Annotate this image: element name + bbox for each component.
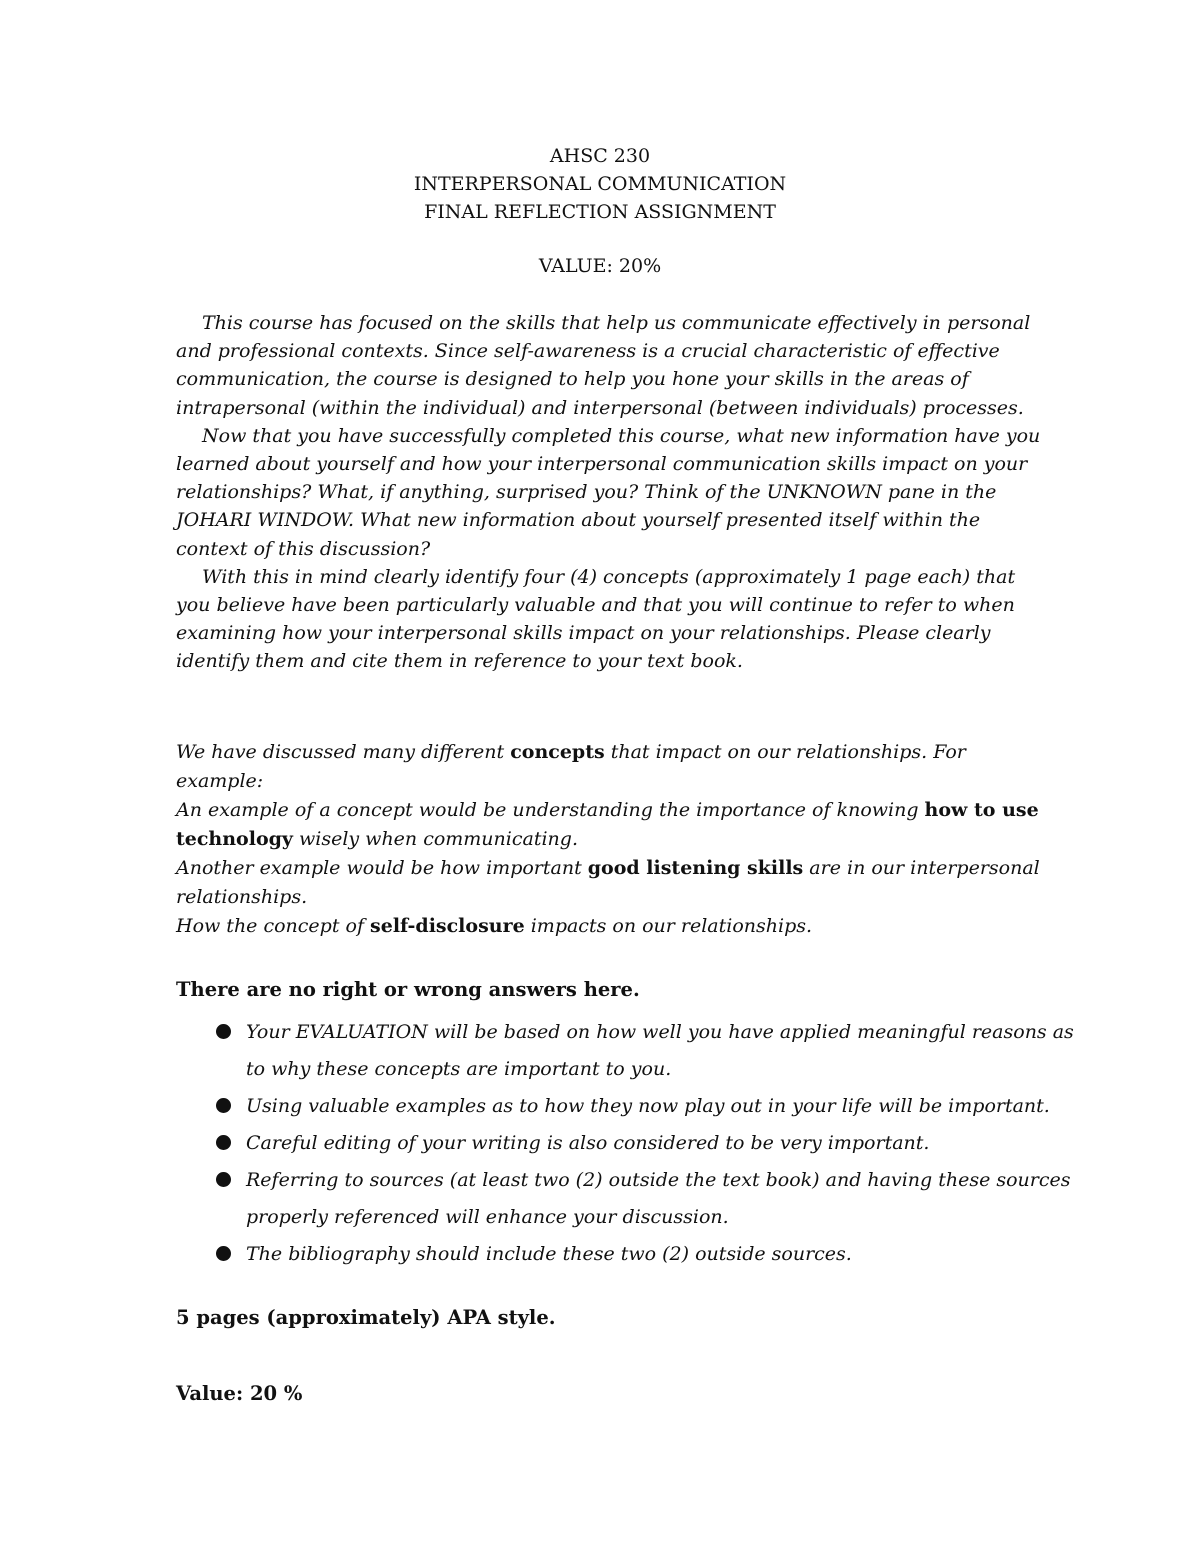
course-title: INTERPERSONAL COMMUNICATION xyxy=(413,173,787,195)
examples-line-4-post: impacts on our relationships. xyxy=(524,915,813,937)
examples-line-3-pre: Another example would be how important xyxy=(176,857,588,879)
examples-section xyxy=(176,738,1046,941)
list-item xyxy=(176,1088,1076,1125)
course-code: AHSC 230 xyxy=(549,145,651,167)
bullet-dot-icon xyxy=(216,1024,231,1039)
no-right-wrong-heading: There are no right or wrong answers here. xyxy=(176,978,640,1001)
intro-section xyxy=(176,309,1046,676)
intro-paragraph-2: Now that you have successfully completed this course, what new information have you learned about yourself and how your interpersonal communication skills impact on your relationships? What, if anything, surprised you? Think of the UNKNOWN pane in the JOHARI WINDOW. What new information about yourself presented itself within the context of this discussion? xyxy=(176,424,1041,560)
examples-line-4 xyxy=(176,912,1046,941)
bullet-dot-icon xyxy=(216,1135,231,1150)
examples-line-1-post: that impact on our relationships. For example: xyxy=(176,741,966,792)
evaluation-bullet-list xyxy=(176,1014,1076,1273)
list-item xyxy=(176,1236,1076,1273)
list-item xyxy=(176,1162,1076,1236)
bullet-dot-icon xyxy=(216,1098,231,1113)
bullet-dot-icon xyxy=(216,1246,231,1261)
examples-line-2-post: wisely when communicating. xyxy=(292,828,578,850)
value-heading: VALUE: 20% xyxy=(538,255,662,277)
examples-line-3-post: are in our interpersonal relationships. xyxy=(176,857,1040,908)
value-footer: Value: 20 % xyxy=(176,1382,303,1405)
intro-paragraph-3: With this in mind clearly identify four (4) concepts (approximately 1 page each) that you believe have been particularly valuable and that you will continue to refer to when examining how your interpersonal skills impact on your relationships. Please clearly identify them and cite them in reference to your text book. xyxy=(176,565,1016,673)
examples-line-4-pre: How the concept of xyxy=(176,915,371,937)
bullet-text: Using valuable examples as to how they now play out in your life will be important. xyxy=(246,1095,1050,1117)
document-header xyxy=(0,142,1200,226)
examples-line-4-bold: self-disclosure xyxy=(370,915,525,937)
examples-line-3 xyxy=(176,854,1046,912)
examples-line-3-bold: good listening skills xyxy=(587,857,804,879)
examples-line-2-bold: how to use technology xyxy=(176,799,1039,850)
bullet-text: Referring to sources (at least two (2) outside the text book) and having these sources properly referenced will enhance your discussion. xyxy=(246,1169,1071,1228)
intro-paragraph-1: This course has focused on the skills that help us communicate effectively in personal and professional contexts. Since self-awareness is a crucial characteristic of effective communication, the course is designed to help you hone your skills in the areas of intrapersonal (within the individual) and interpersonal (between individuals) processes. xyxy=(176,312,1031,419)
page-length-requirement: 5 pages (approximately) APA style. xyxy=(176,1306,556,1329)
bullet-text: Careful editing of your writing is also considered to be very important. xyxy=(246,1132,930,1154)
bullet-text: Your EVALUATION will be based on how well you have applied meaningful reasons as to why these concepts are important to you. xyxy=(246,1021,1074,1080)
examples-line-1-bold: concepts xyxy=(510,741,605,763)
list-item xyxy=(176,1125,1076,1162)
bullet-text: The bibliography should include these two (2) outside sources. xyxy=(246,1243,852,1265)
bullet-dot-icon xyxy=(216,1172,231,1187)
examples-line-1-pre: We have discussed many different xyxy=(176,741,511,763)
examples-line-2-pre: An example of a concept would be understanding the importance of knowing xyxy=(176,799,925,821)
assignment-title: FINAL REFLECTION ASSIGNMENT xyxy=(424,201,776,223)
examples-line-1 xyxy=(176,738,1046,796)
examples-line-2 xyxy=(176,796,1046,854)
list-item xyxy=(176,1014,1076,1088)
